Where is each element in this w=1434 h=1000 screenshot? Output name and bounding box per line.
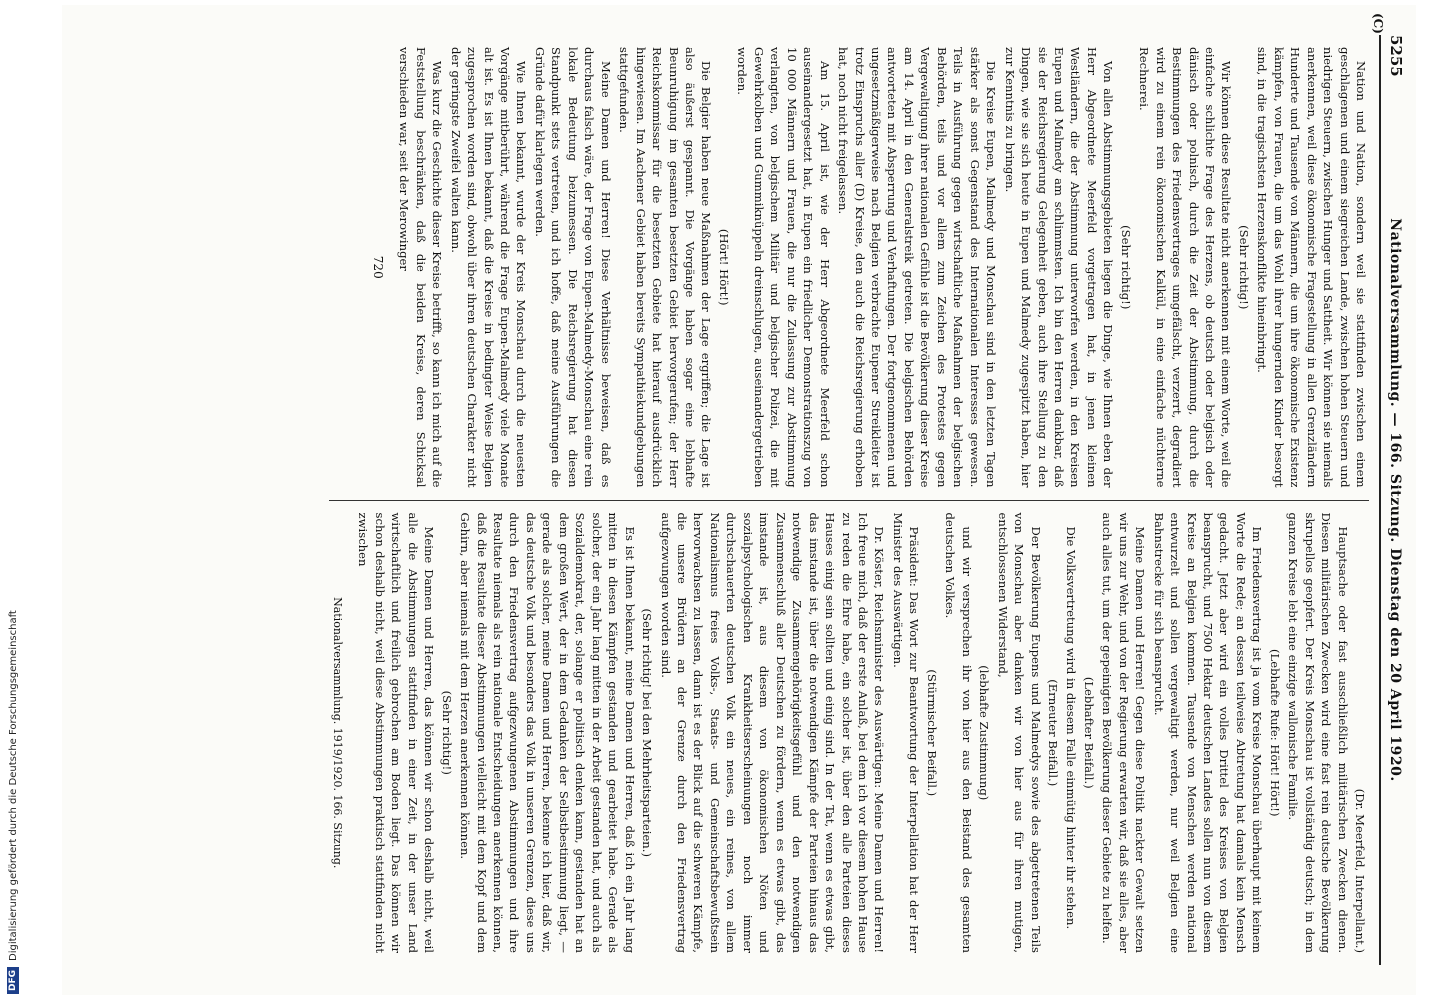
remark-line: (Hört! Hört!) <box>716 228 731 306</box>
dfg-credit-strip <box>2 0 24 1000</box>
page-header <box>1379 35 1406 965</box>
scanned-page <box>62 5 1416 995</box>
remark-line: (Sehr richtig!) <box>1118 225 1133 310</box>
remark-line: (Sehr richtig!) <box>439 690 454 775</box>
paragraph: Die Volksvertretung wird in diesem Falle einmütig hinter ihr stehen. <box>1064 526 1079 930</box>
remark-line: (Erneuter Beifall.) <box>1045 679 1060 787</box>
paragraph: Meine Damen und Herren, das können wir schon deshalb nicht, weil alle die Abstimmungen stattfinden in einer Zeit, in der unser Land wirtschaftlich und freilich gebrochen am Boden liegt. Das können wir schon deshalb nicht, weil diese Abstimmungen praktisch stattfinden nicht zwischen <box>356 512 437 953</box>
paragraph: Die Kreise Eupen, Malmedy und Monschau sind in den letzten Tagen stärker als sonst Gegenstand des Internationalen Interesses gewesen. Teils in Ausführung gegen wirtschaftliche Maßnahmen der belgischen Behörden, teils und vor allem zum Zeichen des Protestes gegen Vergewaltigung ihrer nationalen Gefühle ist die Bevölkerung dieser Kreise am 14. April in den Generalstreik getreten. Die belgischen Behörden antworteten mit Absperrung und Verhaftungen. Der fortgenommenen und ungesetzmäßigerweise nach Belgien verbrachte Eupener Streikleiter ist trotz Einspruchs aller (D) Kreise, den auch die Reichsregierung erhoben hat, noch nicht freigelassen. <box>836 47 999 488</box>
paragraph: Von allen Abstimmungsgebieten liegen die Dinge, wie Ihnen eben der Herr Abgeordnete Meerfeld vorgetragen hat, in jenen kleinen Westländern, die der Abstimmung unterworfen werden, in den Kreisen Eupen und Malmedy am schlimmsten. Ich bin den Herren dankbar, daß sie der Reichsregierung Gelegenheit geben, auch ihre Stellung zu den Dingen, wie sie sich heute in Eupen und Malmedy zugespitzt haben, hier zur Kenntnis zu bringen. <box>1002 47 1116 488</box>
text-columns <box>329 35 1369 965</box>
paragraph: Es ist Ihnen bekannt, meine Damen und Herren, daß ich ein Jahr lang mitten in diesen Kämpfen gestanden und gearbeitet habe. Gerade als solcher, der ein Jahr lang mitten in der Arbeit gestanden hat, und auch als Sozialdemokrat, der, solange er politisch denken kann, gestanden hat an dem großen Wert, der in dem Gedanken der Selbstbestimmung liegt, — gerade als solcher, meine Damen und Herren, bekenne ich hier, daß wir, das deutsche Volk und besonders das Volk in unseren Grenzen, diese uns durch den Friedensvertrag aufgezwungenen Abstimmungen und ihre Resultate niemals als rein nationale Entscheidungen anerkennen können, daß die Resultate dieser Abstimmungen vielleicht mit dem Kopf und dem Gehirn, aber niemals mit dem Herzen anerkennen können. <box>458 512 637 953</box>
remark-line: (Lebhafter Beifall.) <box>1081 676 1096 789</box>
paragraph: Meine Damen und Herren! Gegen diese Politik nackter Gewalt setzen wir uns zur Wehr, und von der Regierung erwarten wir, daß sie alles, aber auch alles tut, um der gepeinigten Bevölkerung dieser Gebiete zu helfen. <box>1100 512 1148 953</box>
paragraph: Der Bevölkerung Eupens und Malmedys sowie des abgetretenen Teils von Monschau aber danken wir von hier aus für ihren mutigen, entschlossenen Widerstand, <box>995 512 1043 953</box>
paragraph: Am 15. April ist, wie der Herr Abgeordnete Meerfeld schon auseinandergesetzt hat, in Eupen ein friedlicher Demonstrationszug von 10 000 Männern und Frauen, die nur die Zulassung zur Abstimmung verlangten, von belgischem Militär und belgischer Polizei, die mit Gewehrkolben und Gummiknüppeln dreinschlugen, auseinandergetrieben worden. <box>735 47 832 488</box>
page-number-left: 5255 <box>1387 35 1405 77</box>
remark-line: (Sehr richtig! bei den Mehrheitsparteien.) <box>640 608 655 857</box>
dfg-logo: DFG <box>7 967 19 994</box>
paragraph: Was kurz die Geschichte dieser Kreise betrifft, so kann ich mich auf die Feststellung beschränken, daß die beiden Kreise, deren Schicksal verschieden war, seit der Merowinger <box>397 47 445 488</box>
paragraph: Präsident: Das Wort zur Beantwortung der Interpellation hat der Herr Minister des Auswärtigen. <box>890 512 922 953</box>
paragraph: Die Belgier haben neue Maßnahmen der Lage ergriffen; die Lage ist also äußerst gespannt. Die Vorgänge haben sogar eine lebhafte Beunruhigung im gesamten besetzten Gebiet hervorgerufen; der Herr Reichskommissar für die besetzten Gebiete hat hierauf ausdrücklich hingewiesen. Im Aachener Gebiet haben bereits Sympathiekundgebungen stattgefunden. <box>617 47 714 488</box>
page-footer: 720 <box>370 255 385 279</box>
dfg-credit-text: Digitalisierung gefördert durch die Deutsche Forschungsgemeinschaft <box>7 610 19 961</box>
paragraph: Nation und Nation, sondern weil sie stattfinden zwischen einem geschlagenen und einem siegreichen Lande, zwischen hohen Steuern und niedrigen Steuern, zwischen Hunger und Sattheit. Wir können sie niemals anerkennen, weil diese ökonomische Fragestellung in allen Grenzländern Hunderte und Tausende von Männern, die um ihre ökonomische Existenz kämpfen, von Frauen, die um das Wohl ihrer hungernden Kinder besorgt sind, in die tragischsten Herzenskonflikte hineinbringt. <box>1255 47 1369 488</box>
remark-line: (lebhafte Zustimmung) <box>977 665 992 801</box>
paragraph: Hauptsache oder fast ausschließlich militärischen Zwecken dienen. Diesen militärischen Zwecken wird eine fast rein deutsche Bevölkerung skrupellos geopfert. Der Kreis Monschau ist vollständig deutsch; in dem ganzen Kreise lebt eine einzige wallonische Familie. <box>1286 512 1350 953</box>
paragraph: und wir versprechen ihr von hier aus den Beistand des gesamten deutschen Volkes. <box>943 512 974 953</box>
rotated-page-content <box>62 5 1416 995</box>
paragraph: Meine Damen und Herren! Diese Verhältnisse beweisen, daß es durchaus falsch wäre, der Frage von Eupen-Malmedy-Monschau eine rein lokale Bedeutung beizumessen. Die Reichsregierung hat diesen Standpunkt stets vertreten, und ich hoffe, daß meine Ausführungen die Gründe dafür klarlegen werden. <box>532 47 613 488</box>
paragraph: Wir können diese Resultate nicht anerkennen mit einem Worte, weil die einfache schlichte Frage des Herzens, ob deutsch oder belgisch oder dänisch oder polnisch, durch die Zeit der Abstimmung, durch die Bestimmungen des Friedensvertrages umgefälscht, verzerrt, degradiert wird zu einem rein ökonomischen Kalkül, in eine einfache nüchterne Rechnerei. <box>1137 47 1234 488</box>
margin-marker: (C) <box>1371 13 1385 34</box>
left-column <box>329 35 1369 501</box>
page-footer: Nationalversammlung. 1919/1920. 166. Sitzung. <box>330 597 344 869</box>
paragraph: Dr. Köster, Reichsminister des Auswärtigen: Meine Damen und Herren! Ich freue mich, daß der erste Anlaß, bei dem ich vor diesem hohen Hause zu reden die Ehre habe, ein solcher ist, über den alle Parteien dieses Hauses einig sein sollten und einig sind. In der Tat, wenn es etwas gibt, das imstande ist, über die notwendigen Kämpfe der Parteien hinaus das notwendige Zusammengehörigkeitsgefühl und den notwendigen Zusammenschluß aller Deutschen zu fördern, wenn es etwas gibt, das imstande ist, aus diesem von ökonomischen Nöten und sozialpsychologischen Krankheitserscheinungen noch immer durchschauerten deutschen Volk ein neues, ein reines, von allem Nationalismus freies Volks-, Staats- und Gemeinschaftsbewußtsein hervorwachsen zu lassen, dann ist es der Blick auf die schweren Kämpfe, die unsere Brüdern an der Grenze durch den Friedensvertrag aufgezwungen worden sind. <box>658 512 887 953</box>
remark-line: (Dr. Meerfeld, Interpellant.) <box>1353 788 1368 953</box>
remark-line: (Lebhafte Rufe: Hört! Hört!) <box>1267 649 1282 817</box>
right-column <box>329 501 1369 966</box>
paragraph: Wie Ihnen bekannt, wurde der Kreis Monschau durch die neuesten Vorgänge mitberührt, während die Frage Eupen-Malmedy viele Monate alt ist. Es ist Ihnen bekannt, daß die Kreise in bedingter Weise Belgien zugesprochen worden sind, obwohl über ihren deutschen Charakter nicht der geringste Zweifel walten kann. <box>448 47 529 488</box>
remark-line: (Stürmischer Beifall.) <box>924 669 939 797</box>
remark-line: (Sehr richtig!) <box>1236 225 1251 310</box>
page-running-title: Nationalversammlung. — 166. Sitzung. Dienstag den 20 April 1920. <box>1387 218 1403 782</box>
paragraph: Im Friedensvertrag ist ja vom Kreise Monschau überhaupt mit keinem Worte die Rede; an dessen teilweise Abtretung hat damals kein Mensch gedacht. Jetzt aber wird ein volles Drittel des Kreises von Belgien beansprucht, und 7500 Hektar deutschen Landes sollen nun von diesem Kreise an Belgien kommen. Tausende von Menschen werden national entwurzelt und sollen vergewaltigt werden, nur weil Belgien eine Bahnstrecke für sich beansprucht. <box>1151 512 1265 953</box>
